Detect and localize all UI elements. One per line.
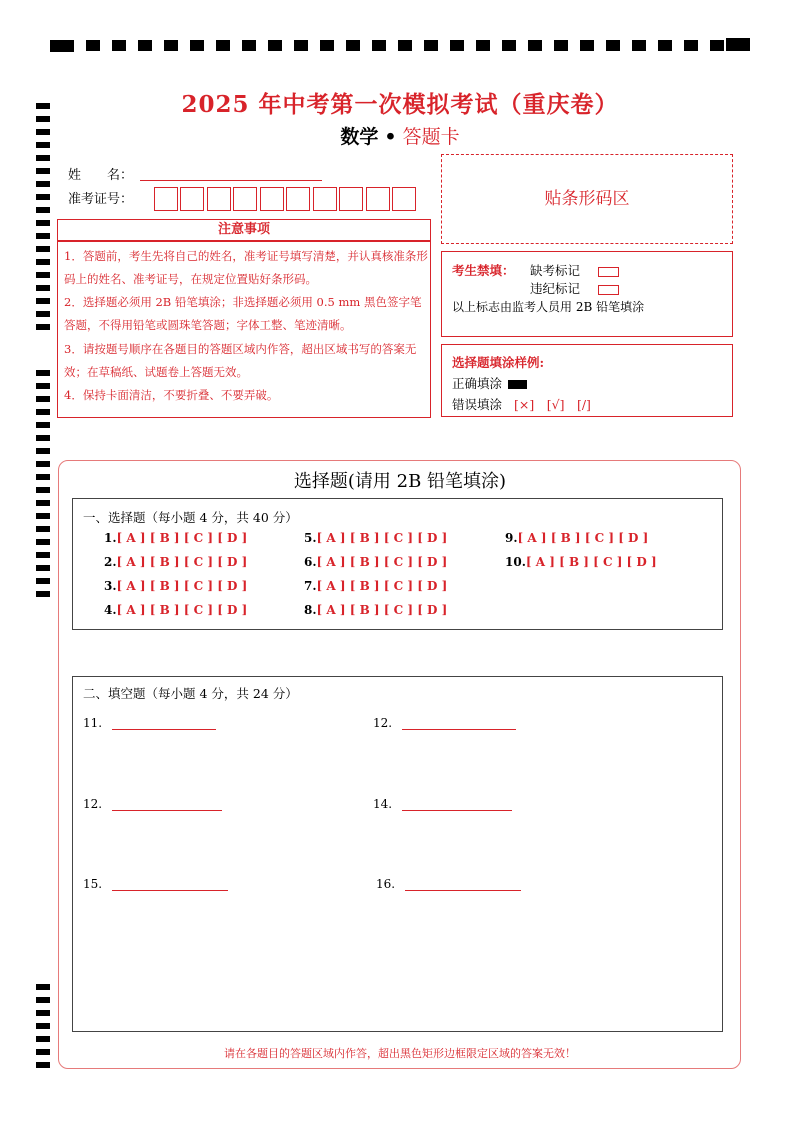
choice-q2[interactable]: 2.[ A ] [ B ] [ C ] [ D ] (104, 555, 248, 569)
violation-mark-box[interactable] (598, 285, 619, 295)
correct-label: 正确填涂 (452, 376, 503, 391)
choice-q6[interactable]: 6.[ A ] [ B ] [ C ] [ D ] (304, 555, 448, 569)
card-subtitle (0, 122, 800, 149)
notice-item: 1．答题前，考生先将自己的姓名，准考证号填写清楚，并认真核准条形码上的姓名、准考证号，在规定位置贴好条形码。 (64, 249, 428, 286)
name-field[interactable] (140, 180, 322, 181)
choice-q4[interactable]: 4.[ A ] [ B ] [ C ] [ D ] (104, 603, 248, 617)
sample-label: 选择题填涂样例: (452, 355, 545, 370)
fill-q15[interactable]: 15. (83, 877, 228, 891)
notice-item: 3．请按题号顺序在各题目的答题区域内作答，超出区域书写的答案无效；在草稿纸、试题卷上答题无效。 (64, 342, 417, 379)
fill-q12[interactable]: 12. (373, 716, 516, 730)
choice-q3[interactable]: 3.[ A ] [ B ] [ C ] [ D ] (104, 579, 248, 593)
notice-box (57, 241, 431, 418)
fill-q16[interactable]: 16. (376, 877, 521, 891)
filled-mark (508, 380, 527, 389)
choice-q8[interactable]: 8.[ A ] [ B ] [ C ] [ D ] (304, 603, 448, 617)
sample-box (441, 344, 733, 417)
notice-heading: 注意事项 (57, 219, 431, 241)
forbidden-note: 以上标志由监考人员用 2B 铅笔填涂 (452, 300, 645, 314)
fill-blank-title: 二、填空题（每小题 4 分，共 24 分） (83, 686, 298, 701)
forbidden-box (441, 251, 733, 337)
wrong-marks: [×] [√] [/] (514, 397, 591, 412)
choice-panel-title: 一、选择题（每小题 4 分，共 40 分） (83, 510, 298, 525)
absent-mark-box[interactable] (598, 267, 619, 277)
subject-label: 数学 (340, 126, 379, 148)
choice-q10[interactable]: 10.[ A ] [ B ] [ C ] [ D ] (505, 555, 657, 569)
barcode-area: 贴条形码区 (441, 154, 733, 244)
id-label: 准考证号： (68, 192, 134, 207)
choice-q1[interactable]: 1.[ A ] [ B ] [ C ] [ D ] (104, 531, 248, 545)
fill-q13[interactable]: 12. (83, 797, 222, 811)
forbidden-label: 考生禁填： (452, 263, 515, 278)
choice-section-title: 选择题(请用 2B 铅笔填涂) (293, 471, 507, 492)
exam-title: 2025 年中考第一次模拟考试（重庆卷） (181, 91, 619, 118)
wrong-label: 错误填涂 (452, 397, 503, 412)
absent-label: 缺考标记 (530, 263, 581, 278)
fill-q14[interactable]: 14. (373, 797, 512, 811)
choice-q5[interactable]: 5.[ A ] [ B ] [ C ] [ D ] (304, 531, 448, 545)
choice-q9[interactable]: 9.[ A ] [ B ] [ C ] [ D ] (505, 531, 649, 545)
notice-item: 2．选择题必须用 2B 铅笔填涂；非选择题必须用 0.5 mm 黑色签字笔答题，不得用铅笔或圆珠笔答题；字体工整、笔迹清晰。 (64, 295, 422, 332)
subtitle-dot: • (384, 126, 397, 148)
fill-q11[interactable]: 11. (83, 716, 216, 730)
notice-item: 4．保持卡面清洁，不要折叠、不要弄破。 (64, 388, 279, 402)
footer-note: 请在各题目的答题区域内作答，超出黑色矩形边框限定区域的答案无效！ (224, 1047, 576, 1060)
name-label: 姓 名： (68, 168, 134, 183)
violation-label: 违纪标记 (530, 281, 581, 296)
choice-q7[interactable]: 7.[ A ] [ B ] [ C ] [ D ] (304, 579, 448, 593)
card-label: 答题卡 (402, 126, 460, 148)
